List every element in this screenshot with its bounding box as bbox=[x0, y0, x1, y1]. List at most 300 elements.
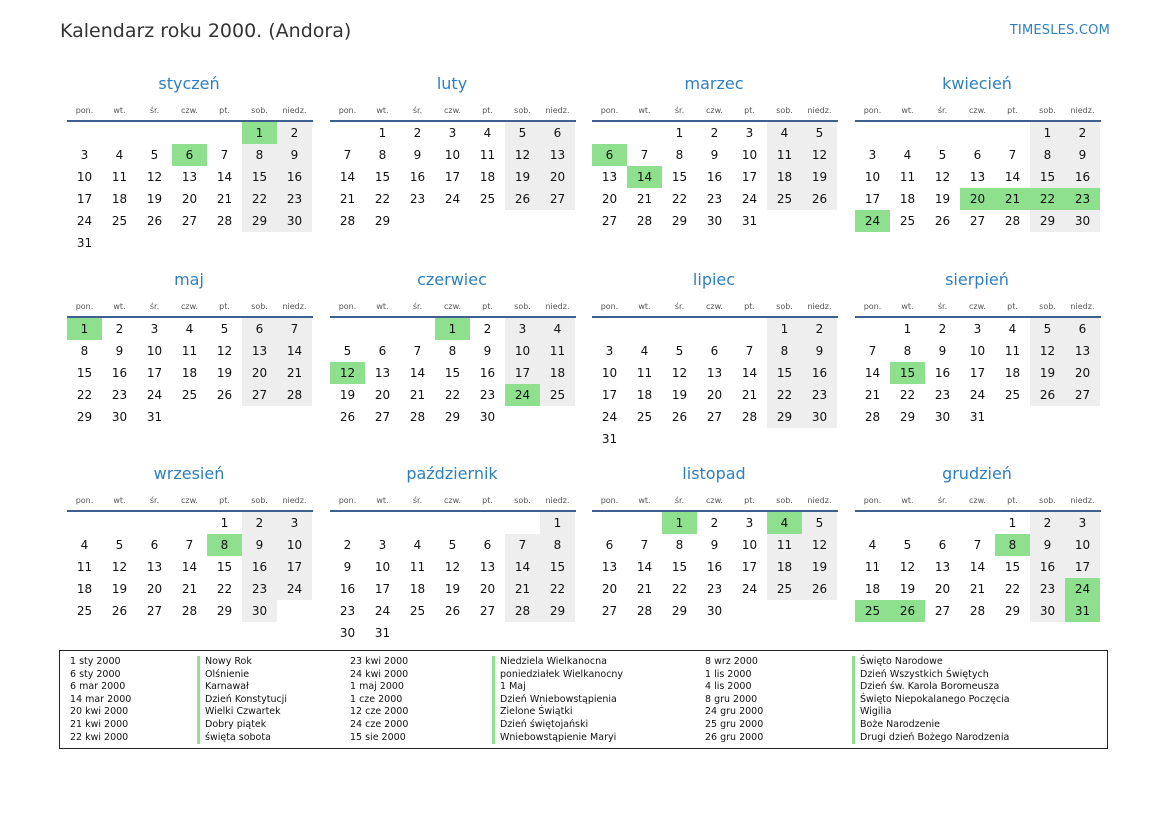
holiday-day-cell: 6 bbox=[592, 144, 627, 166]
day-cell: 12 bbox=[1030, 340, 1065, 362]
weekday-label: sob. bbox=[1039, 496, 1056, 505]
day-cell: 15 bbox=[76, 366, 93, 380]
weekday-label: pt. bbox=[1007, 106, 1018, 115]
empty-cell bbox=[102, 512, 137, 534]
day-cell: 23 bbox=[934, 388, 951, 402]
legend-holiday-name: Dzień św. Karola Boromeusza bbox=[852, 681, 1010, 694]
weekday-label: niedz. bbox=[1070, 496, 1095, 505]
weekday-label: pt. bbox=[744, 106, 755, 115]
legend-holiday-name: poniedziałek Wielkanocny bbox=[492, 669, 623, 682]
day-cell: 25 bbox=[409, 604, 426, 618]
day-cell: 2 bbox=[1030, 512, 1065, 534]
day-cell: 18 bbox=[540, 362, 575, 384]
day-cell: 7 bbox=[1008, 148, 1017, 162]
month-block bbox=[67, 462, 313, 622]
weekday-label: niedz. bbox=[282, 302, 307, 311]
day-cell: 20 bbox=[706, 388, 723, 402]
day-cell: 29 bbox=[76, 410, 93, 424]
day-cell: 17 bbox=[505, 362, 540, 384]
weekday-header bbox=[592, 102, 838, 122]
legend-date: 1 lis 2000 bbox=[705, 668, 752, 680]
day-cell: 3 bbox=[745, 516, 754, 530]
day-cell: 30 bbox=[242, 600, 277, 622]
day-cell: 5 bbox=[675, 344, 684, 358]
month-name: czerwiec bbox=[417, 270, 487, 289]
day-cell: 15 bbox=[540, 556, 575, 578]
day-cell: 2 bbox=[1065, 122, 1100, 144]
empty-cell bbox=[855, 122, 890, 144]
day-grid bbox=[330, 122, 576, 232]
empty-cell bbox=[172, 512, 207, 534]
day-cell: 13 bbox=[146, 560, 163, 574]
day-cell: 10 bbox=[741, 538, 758, 552]
day-cell: 6 bbox=[483, 538, 492, 552]
day-cell: 29 bbox=[671, 214, 688, 228]
day-cell: 25 bbox=[111, 214, 128, 228]
empty-cell bbox=[627, 318, 662, 340]
day-cell: 24 bbox=[601, 410, 618, 424]
day-cell: 27 bbox=[601, 214, 618, 228]
month-block bbox=[855, 462, 1101, 622]
day-cell: 7 bbox=[868, 344, 877, 358]
empty-cell bbox=[855, 512, 890, 534]
day-cell: 10 bbox=[146, 344, 163, 358]
weekday-label: śr. bbox=[937, 106, 948, 115]
month-name: sierpień bbox=[945, 270, 1009, 289]
legend-date: 4 lis 2000 bbox=[705, 681, 752, 693]
weekday-label: pon. bbox=[338, 106, 357, 115]
day-cell: 26 bbox=[802, 578, 837, 600]
day-cell: 23 bbox=[802, 384, 837, 406]
day-cell: 2 bbox=[710, 516, 719, 530]
day-cell: 16 bbox=[242, 556, 277, 578]
weekday-label: wt. bbox=[376, 106, 389, 115]
weekday-label: pon. bbox=[600, 496, 619, 505]
day-cell: 29 bbox=[242, 210, 277, 232]
day-cell: 16 bbox=[409, 170, 426, 184]
day-grid bbox=[592, 318, 838, 450]
day-cell: 10 bbox=[601, 366, 618, 380]
day-cell: 14 bbox=[636, 560, 653, 574]
day-cell: 18 bbox=[767, 166, 802, 188]
day-cell: 4 bbox=[483, 126, 492, 140]
day-cell: 12 bbox=[671, 366, 688, 380]
day-cell: 10 bbox=[76, 170, 93, 184]
holiday-day-cell: 6 bbox=[172, 144, 207, 166]
day-cell: 3 bbox=[1065, 512, 1100, 534]
holiday-day-cell: 21 bbox=[995, 188, 1030, 210]
month-block bbox=[330, 268, 576, 428]
day-cell: 29 bbox=[1004, 604, 1021, 618]
day-cell: 1 bbox=[1030, 122, 1065, 144]
month-name: listopad bbox=[682, 464, 746, 483]
day-cell: 28 bbox=[216, 214, 233, 228]
day-cell: 7 bbox=[413, 344, 422, 358]
day-cell: 12 bbox=[505, 144, 540, 166]
weekday-label: śr. bbox=[674, 302, 685, 311]
day-cell: 16 bbox=[339, 582, 356, 596]
holiday-day-cell: 12 bbox=[330, 362, 365, 384]
holiday-day-cell: 22 bbox=[1030, 188, 1065, 210]
weekday-label: niedz. bbox=[807, 106, 832, 115]
weekday-label: czw. bbox=[444, 302, 461, 311]
day-cell: 17 bbox=[374, 582, 391, 596]
empty-cell bbox=[697, 318, 732, 340]
month-block bbox=[330, 72, 576, 232]
legend-holiday-name: Zielone Świątki bbox=[492, 706, 623, 719]
legend-dates-col-1 bbox=[70, 656, 131, 744]
day-cell: 20 bbox=[181, 192, 198, 206]
day-cell: 19 bbox=[899, 582, 916, 596]
day-cell: 22 bbox=[767, 384, 802, 406]
day-cell: 13 bbox=[540, 144, 575, 166]
month-name: kwiecień bbox=[942, 74, 1012, 93]
day-cell: 28 bbox=[277, 384, 312, 406]
day-cell: 26 bbox=[505, 188, 540, 210]
day-cell: 24 bbox=[741, 192, 758, 206]
day-cell: 28 bbox=[636, 214, 653, 228]
day-cell: 28 bbox=[864, 410, 881, 424]
day-cell: 29 bbox=[540, 600, 575, 622]
empty-cell bbox=[505, 512, 540, 534]
weekday-label: śr. bbox=[937, 302, 948, 311]
day-cell: 20 bbox=[1065, 362, 1100, 384]
day-cell: 29 bbox=[216, 604, 233, 618]
day-cell: 20 bbox=[146, 582, 163, 596]
day-cell: 3 bbox=[378, 538, 387, 552]
empty-cell bbox=[400, 318, 435, 340]
day-cell: 27 bbox=[969, 214, 986, 228]
month-name: grudzień bbox=[942, 464, 1012, 483]
day-grid bbox=[592, 512, 838, 622]
day-cell: 3 bbox=[80, 148, 89, 162]
weekday-label: sob. bbox=[1039, 302, 1056, 311]
day-cell: 30 bbox=[934, 410, 951, 424]
day-cell: 18 bbox=[479, 170, 496, 184]
weekday-header bbox=[67, 298, 313, 318]
weekday-label: sob. bbox=[776, 496, 793, 505]
day-cell: 10 bbox=[969, 344, 986, 358]
legend-holiday-name: Dzień Konstytucji bbox=[197, 694, 287, 707]
day-cell: 16 bbox=[1030, 556, 1065, 578]
day-cell: 9 bbox=[1030, 534, 1065, 556]
empty-cell bbox=[890, 512, 925, 534]
weekday-label: niedz. bbox=[807, 496, 832, 505]
empty-cell bbox=[662, 318, 697, 340]
month-name: luty bbox=[436, 74, 468, 93]
day-cell: 30 bbox=[339, 626, 356, 640]
day-cell: 12 bbox=[899, 560, 916, 574]
day-cell: 18 bbox=[864, 582, 881, 596]
day-cell: 21 bbox=[339, 192, 356, 206]
legend-holiday-name: Olśnienie bbox=[197, 669, 287, 682]
empty-cell bbox=[732, 318, 767, 340]
legend-date: 6 mar 2000 bbox=[70, 681, 126, 693]
weekday-label: pon. bbox=[338, 496, 357, 505]
day-cell: 14 bbox=[181, 560, 198, 574]
holiday-day-cell: 1 bbox=[662, 512, 697, 534]
day-cell: 30 bbox=[1065, 210, 1100, 232]
day-cell: 20 bbox=[540, 166, 575, 188]
day-cell: 7 bbox=[745, 344, 754, 358]
day-cell: 2 bbox=[115, 322, 124, 336]
holiday-day-cell: 20 bbox=[960, 188, 995, 210]
day-cell: 23 bbox=[706, 582, 723, 596]
legend-holiday-name: 1 Maj bbox=[492, 681, 623, 694]
legend-date: 14 mar 2000 bbox=[70, 693, 132, 705]
weekday-label: wt. bbox=[901, 302, 914, 311]
day-cell: 3 bbox=[277, 512, 312, 534]
legend-holiday-name: Święto Narodowe bbox=[852, 656, 1010, 669]
day-cell: 27 bbox=[181, 214, 198, 228]
legend-dates-col-3 bbox=[705, 656, 763, 744]
day-cell: 16 bbox=[706, 560, 723, 574]
day-cell: 19 bbox=[802, 166, 837, 188]
month-name: październik bbox=[406, 464, 498, 483]
empty-cell bbox=[207, 122, 242, 144]
weekday-label: pt. bbox=[482, 496, 493, 505]
legend-date: 21 kwi 2000 bbox=[70, 718, 129, 730]
day-grid bbox=[855, 318, 1101, 428]
empty-cell bbox=[330, 318, 365, 340]
day-cell: 6 bbox=[973, 148, 982, 162]
day-cell: 6 bbox=[710, 344, 719, 358]
empty-cell bbox=[365, 318, 400, 340]
legend-names-col-3 bbox=[852, 656, 1010, 744]
day-cell: 27 bbox=[1065, 384, 1100, 406]
day-cell: 4 bbox=[640, 344, 649, 358]
empty-cell bbox=[995, 122, 1030, 144]
legend-date: 15 sie 2000 bbox=[350, 731, 406, 743]
day-cell: 11 bbox=[899, 170, 916, 184]
day-cell: 26 bbox=[146, 214, 163, 228]
day-cell: 12 bbox=[146, 170, 163, 184]
empty-cell bbox=[435, 512, 470, 534]
day-cell: 25 bbox=[636, 410, 653, 424]
holiday-day-cell: 23 bbox=[1065, 188, 1100, 210]
weekday-header bbox=[855, 298, 1101, 318]
day-cell: 31 bbox=[76, 236, 93, 250]
day-cell: 21 bbox=[409, 388, 426, 402]
day-cell: 25 bbox=[479, 192, 496, 206]
day-cell: 29 bbox=[374, 214, 391, 228]
weekday-label: śr. bbox=[149, 496, 160, 505]
day-cell: 20 bbox=[479, 582, 496, 596]
month-name: maj bbox=[174, 270, 204, 289]
day-cell: 29 bbox=[767, 406, 802, 428]
weekday-label: pon. bbox=[863, 302, 882, 311]
day-cell: 21 bbox=[277, 362, 312, 384]
weekday-label: pon. bbox=[600, 302, 619, 311]
weekday-label: śr. bbox=[412, 496, 423, 505]
day-cell: 14 bbox=[409, 366, 426, 380]
day-cell: 12 bbox=[802, 534, 837, 556]
day-cell: 25 bbox=[76, 604, 93, 618]
weekday-label: sob. bbox=[1039, 106, 1056, 115]
weekday-label: śr. bbox=[674, 496, 685, 505]
weekday-label: czw. bbox=[969, 496, 986, 505]
month-name: lipiec bbox=[692, 270, 736, 289]
day-cell: 22 bbox=[899, 388, 916, 402]
day-cell: 9 bbox=[802, 340, 837, 362]
day-cell: 9 bbox=[115, 344, 124, 358]
day-cell: 6 bbox=[242, 318, 277, 340]
day-cell: 25 bbox=[540, 384, 575, 406]
day-cell: 4 bbox=[1008, 322, 1017, 336]
day-cell: 1 bbox=[1008, 516, 1017, 530]
day-cell: 4 bbox=[767, 122, 802, 144]
day-cell: 26 bbox=[1030, 384, 1065, 406]
day-cell: 10 bbox=[374, 560, 391, 574]
day-cell: 28 bbox=[409, 410, 426, 424]
day-cell: 17 bbox=[444, 170, 461, 184]
legend-date: 25 gru 2000 bbox=[705, 718, 764, 730]
weekday-label: czw. bbox=[969, 302, 986, 311]
day-cell: 10 bbox=[864, 170, 881, 184]
day-cell: 28 bbox=[741, 410, 758, 424]
day-cell: 15 bbox=[216, 560, 233, 574]
day-cell: 1 bbox=[378, 126, 387, 140]
empty-cell bbox=[592, 318, 627, 340]
holiday-day-cell: 26 bbox=[890, 600, 925, 622]
weekday-label: śr. bbox=[412, 302, 423, 311]
month-name: wrzesień bbox=[153, 464, 225, 483]
day-cell: 19 bbox=[444, 582, 461, 596]
day-cell: 17 bbox=[864, 192, 881, 206]
day-cell: 24 bbox=[741, 582, 758, 596]
month-block bbox=[592, 462, 838, 622]
legend-holiday-name: Wielki Czwartek bbox=[197, 706, 287, 719]
day-cell: 2 bbox=[277, 122, 312, 144]
day-cell: 3 bbox=[150, 322, 159, 336]
day-cell: 13 bbox=[181, 170, 198, 184]
legend-names-col-2 bbox=[492, 656, 623, 744]
day-cell: 14 bbox=[969, 560, 986, 574]
day-cell: 25 bbox=[1004, 388, 1021, 402]
day-cell: 28 bbox=[969, 604, 986, 618]
empty-cell bbox=[365, 512, 400, 534]
weekday-label: czw. bbox=[706, 106, 723, 115]
weekday-header bbox=[855, 102, 1101, 122]
weekday-label: czw. bbox=[181, 302, 198, 311]
day-cell: 6 bbox=[150, 538, 159, 552]
day-cell: 29 bbox=[444, 410, 461, 424]
day-cell: 3 bbox=[745, 126, 754, 140]
weekday-label: pon. bbox=[600, 106, 619, 115]
day-cell: 22 bbox=[216, 582, 233, 596]
legend-holiday-name: święta sobota bbox=[197, 732, 287, 745]
legend-date: 6 sty 2000 bbox=[70, 668, 121, 680]
weekday-label: wt. bbox=[901, 496, 914, 505]
day-cell: 11 bbox=[636, 366, 653, 380]
legend-date: 26 gru 2000 bbox=[705, 731, 764, 743]
weekday-label: śr. bbox=[937, 496, 948, 505]
day-cell: 18 bbox=[899, 192, 916, 206]
holiday-day-cell: 1 bbox=[435, 318, 470, 340]
day-cell: 19 bbox=[802, 556, 837, 578]
month-block bbox=[330, 462, 576, 644]
day-cell: 2 bbox=[242, 512, 277, 534]
day-cell: 29 bbox=[671, 604, 688, 618]
day-cell: 30 bbox=[479, 410, 496, 424]
weekday-label: pt. bbox=[744, 302, 755, 311]
day-cell: 28 bbox=[505, 600, 540, 622]
day-cell: 3 bbox=[868, 148, 877, 162]
weekday-label: wt. bbox=[376, 302, 389, 311]
weekday-label: pon. bbox=[863, 496, 882, 505]
day-cell: 27 bbox=[706, 410, 723, 424]
day-cell: 22 bbox=[242, 188, 277, 210]
day-cell: 17 bbox=[277, 556, 312, 578]
day-cell: 24 bbox=[277, 578, 312, 600]
weekday-label: sob. bbox=[776, 302, 793, 311]
day-cell: 12 bbox=[802, 144, 837, 166]
empty-cell bbox=[890, 122, 925, 144]
day-cell: 27 bbox=[934, 604, 951, 618]
site-link[interactable]: TIMESLES.COM bbox=[1009, 23, 1110, 38]
day-cell: 16 bbox=[277, 166, 312, 188]
day-cell: 19 bbox=[934, 192, 951, 206]
day-cell: 21 bbox=[741, 388, 758, 402]
day-cell: 17 bbox=[601, 388, 618, 402]
day-cell: 24 bbox=[969, 388, 986, 402]
weekday-label: wt. bbox=[113, 496, 126, 505]
day-cell: 24 bbox=[444, 192, 461, 206]
day-cell: 11 bbox=[1004, 344, 1021, 358]
holiday-day-cell: 1 bbox=[242, 122, 277, 144]
day-cell: 3 bbox=[973, 322, 982, 336]
day-cell: 3 bbox=[505, 318, 540, 340]
holiday-day-cell: 4 bbox=[767, 512, 802, 534]
legend-date: 23 kwi 2000 bbox=[350, 656, 409, 667]
day-cell: 15 bbox=[444, 366, 461, 380]
day-cell: 18 bbox=[111, 192, 128, 206]
empty-cell bbox=[960, 512, 995, 534]
weekday-label: niedz. bbox=[545, 496, 570, 505]
day-cell: 8 bbox=[540, 534, 575, 556]
day-cell: 11 bbox=[479, 148, 496, 162]
day-cell: 16 bbox=[111, 366, 128, 380]
day-cell: 23 bbox=[1030, 578, 1065, 600]
day-cell: 5 bbox=[802, 512, 837, 534]
weekday-label: niedz. bbox=[1070, 106, 1095, 115]
day-cell: 8 bbox=[378, 148, 387, 162]
day-cell: 17 bbox=[741, 560, 758, 574]
day-cell: 7 bbox=[640, 538, 649, 552]
day-cell: 30 bbox=[706, 604, 723, 618]
day-cell: 19 bbox=[505, 166, 540, 188]
weekday-label: czw. bbox=[181, 106, 198, 115]
day-cell: 21 bbox=[969, 582, 986, 596]
day-cell: 15 bbox=[767, 362, 802, 384]
day-cell: 16 bbox=[802, 362, 837, 384]
day-cell: 11 bbox=[540, 340, 575, 362]
legend-holiday-name: Boże Narodzenie bbox=[852, 719, 1010, 732]
day-cell: 9 bbox=[710, 538, 719, 552]
weekday-label: czw. bbox=[969, 106, 986, 115]
day-cell: 26 bbox=[216, 388, 233, 402]
day-cell: 16 bbox=[934, 366, 951, 380]
day-cell: 31 bbox=[741, 214, 758, 228]
weekday-header bbox=[592, 298, 838, 318]
weekday-label: pon. bbox=[863, 106, 882, 115]
weekday-label: czw. bbox=[181, 496, 198, 505]
day-cell: 14 bbox=[339, 170, 356, 184]
day-cell: 15 bbox=[671, 170, 688, 184]
day-cell: 10 bbox=[444, 148, 461, 162]
day-cell: 5 bbox=[1030, 318, 1065, 340]
day-cell: 11 bbox=[767, 144, 802, 166]
